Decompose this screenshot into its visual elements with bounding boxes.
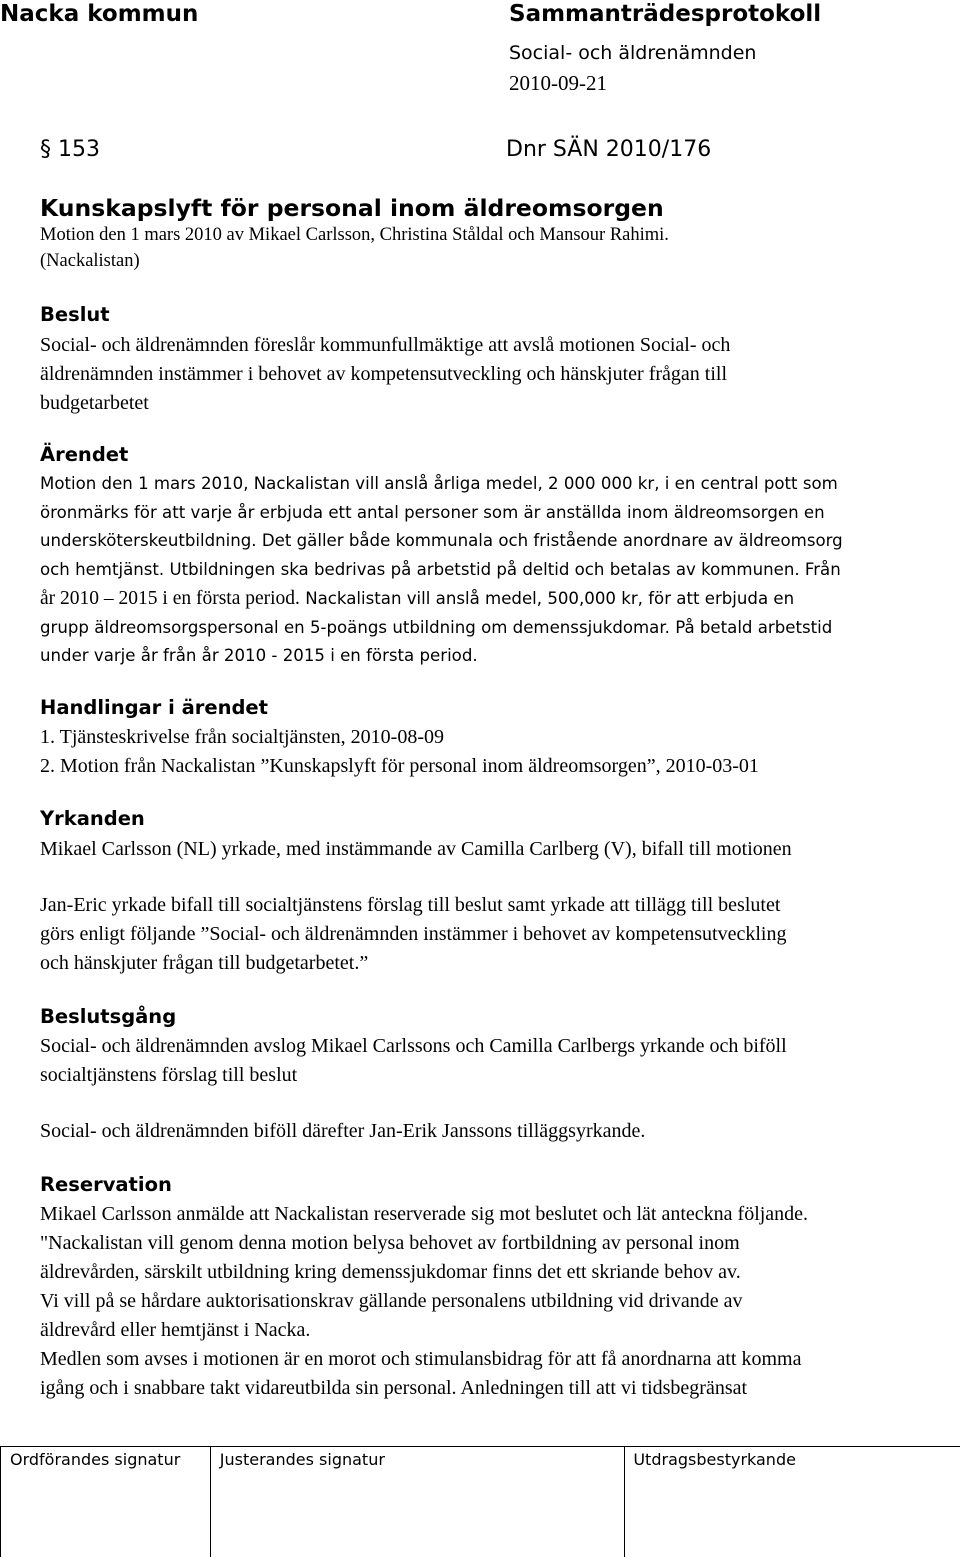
text-span: Nackalistan vill anslå medel, 500,000 kr, för att erbjuda en (299, 589, 795, 608)
signature-label: Utdragsbestyrkande (633, 1450, 796, 1469)
list-item: 1. Tjänsteskrivelse från socialtjänsten, 2010-08-09 (40, 726, 444, 748)
section-heading-reservation: Reservation (40, 1173, 172, 1196)
diary-number: Dnr SÄN 2010/176 (506, 137, 712, 162)
text-span: år 2010 – 2015 i en första period. (40, 588, 300, 609)
text-line: äldrenämnden instämmer i behovet av kompetensutveckling och hänskjuter frågan till (40, 363, 728, 385)
arendet-text (40, 470, 843, 671)
text-line: görs enligt följande ”Social- och äldrenämnden instämmer i behovet av kompetensutveckling (40, 923, 787, 945)
text-line: Mikael Carlsson anmälde att Nackalistan reserverade sig mot beslutet och lät anteckna följande. (40, 1203, 809, 1225)
text-line: Vi vill på se hårdare auktorisationskrav gällande personalens utbildning vid drivande av (40, 1290, 743, 1312)
document-type: Sammanträdesprotokoll (509, 1, 822, 27)
text-line (40, 584, 843, 614)
signature-label: Justerandes signatur (219, 1450, 385, 1469)
text-line: grupp äldreomsorgspersonal en 5-poängs utbildning om demenssjukdomar. På betald arbetstid (40, 617, 833, 637)
text-line: igång och i snabbare takt vidareutbilda sin personal. Anledningen till att vi tidsbegränsat (40, 1377, 748, 1399)
signature-box-chair (1, 1447, 211, 1557)
reservation-text (40, 1200, 808, 1403)
text-line: Social- och äldrenämnden avslog Mikael Carlssons och Camilla Carlbergs yrkande och biföll (40, 1035, 787, 1057)
municipality-name: Nacka kommun (0, 1, 199, 27)
paragraph-symbol: § (40, 137, 51, 162)
section-heading-beslutsgang: Beslutsgång (40, 1005, 177, 1028)
text-line: äldrevården, särskilt utbildning kring demenssjukdomar finns det ett skriande behov av. (40, 1261, 741, 1283)
text-line: "Nackalistan vill genom denna motion belysa behovet av fortbildning av personal inom (40, 1232, 740, 1254)
text-line: Motion den 1 mars 2010, Nackalistan vill anslå årliga medel, 2 000 000 kr, i en central pott som (40, 474, 838, 493)
section-heading-beslut: Beslut (40, 303, 110, 326)
section-heading-arendet: Ärendet (40, 443, 129, 466)
text-line: och hänskjuter frågan till budgetarbetet.” (40, 952, 369, 974)
case-subtitle (40, 222, 669, 274)
signature-table (0, 1446, 960, 1557)
text-line: äldrevård eller hemtjänst i Nacka. (40, 1319, 311, 1341)
handlingar-list (40, 723, 759, 781)
text-line: Social- och äldrenämnden föreslår kommunfullmäktige att avslå motionen Social- och (40, 334, 731, 356)
text-line: socialtjänstens förslag till beslut (40, 1064, 298, 1086)
beslutsgang-paragraph-2: Social- och äldrenämnden biföll därefter Jan-Erik Janssons tilläggsyrkande. (40, 1120, 646, 1142)
signature-label: Ordförandes signatur (10, 1450, 181, 1469)
yrkanden-line-1: Mikael Carlsson (NL) yrkade, med instämmande av Camilla Carlberg (V), bifall till motionen (40, 838, 792, 860)
paragraph-number (40, 136, 100, 164)
section-heading-handlingar: Handlingar i ärendet (40, 696, 268, 719)
committee-name: Social- och äldrenämnden (509, 42, 757, 64)
text-line: Medlen som avses i motionen är en morot och stimulansbidrag för att få anordnarna att komma (40, 1348, 802, 1370)
text-line: Jan-Eric yrkade bifall till socialtjänstens förslag till beslut samt yrkade att tillägg till beslutet (40, 894, 781, 916)
case-title: Kunskapslyft för personal inom äldreomsorgen (40, 194, 664, 222)
yrkanden-paragraph-2 (40, 891, 786, 978)
meeting-date: 2010-09-21 (509, 71, 607, 95)
text-line: öronmärks för att varje år erbjuda ett antal personer som är anställda inom äldreomsorgen en (40, 502, 825, 522)
paragraph-value: 153 (58, 137, 100, 162)
list-item: 2. Motion från Nackalistan ”Kunskapslyft för personal inom äldreomsorgen”, 2010-03-01 (40, 755, 759, 777)
signature-box-extract (625, 1447, 960, 1557)
beslutsgang-paragraph-1 (40, 1032, 787, 1090)
text-line: under varje år från år 2010 - 2015 i en första period. (40, 646, 478, 665)
signature-box-adjuster (211, 1447, 626, 1557)
section-heading-yrkanden: Yrkanden (40, 807, 145, 830)
beslut-text (40, 331, 730, 418)
text-line: undersköterskeutbildning. Det gäller både kommunala och fristående anordnare av äldreomsorg (40, 531, 843, 550)
case-subtitle-line: (Nackalistan) (40, 251, 140, 271)
text-line: och hemtjänst. Utbildningen ska bedrivas på arbetstid på deltid och betalas av kommunen. Från (40, 559, 841, 579)
case-subtitle-line: Motion den 1 mars 2010 av Mikael Carlsson, Christina Ståldal och Mansour Rahimi. (40, 225, 669, 245)
text-line: budgetarbetet (40, 392, 149, 414)
